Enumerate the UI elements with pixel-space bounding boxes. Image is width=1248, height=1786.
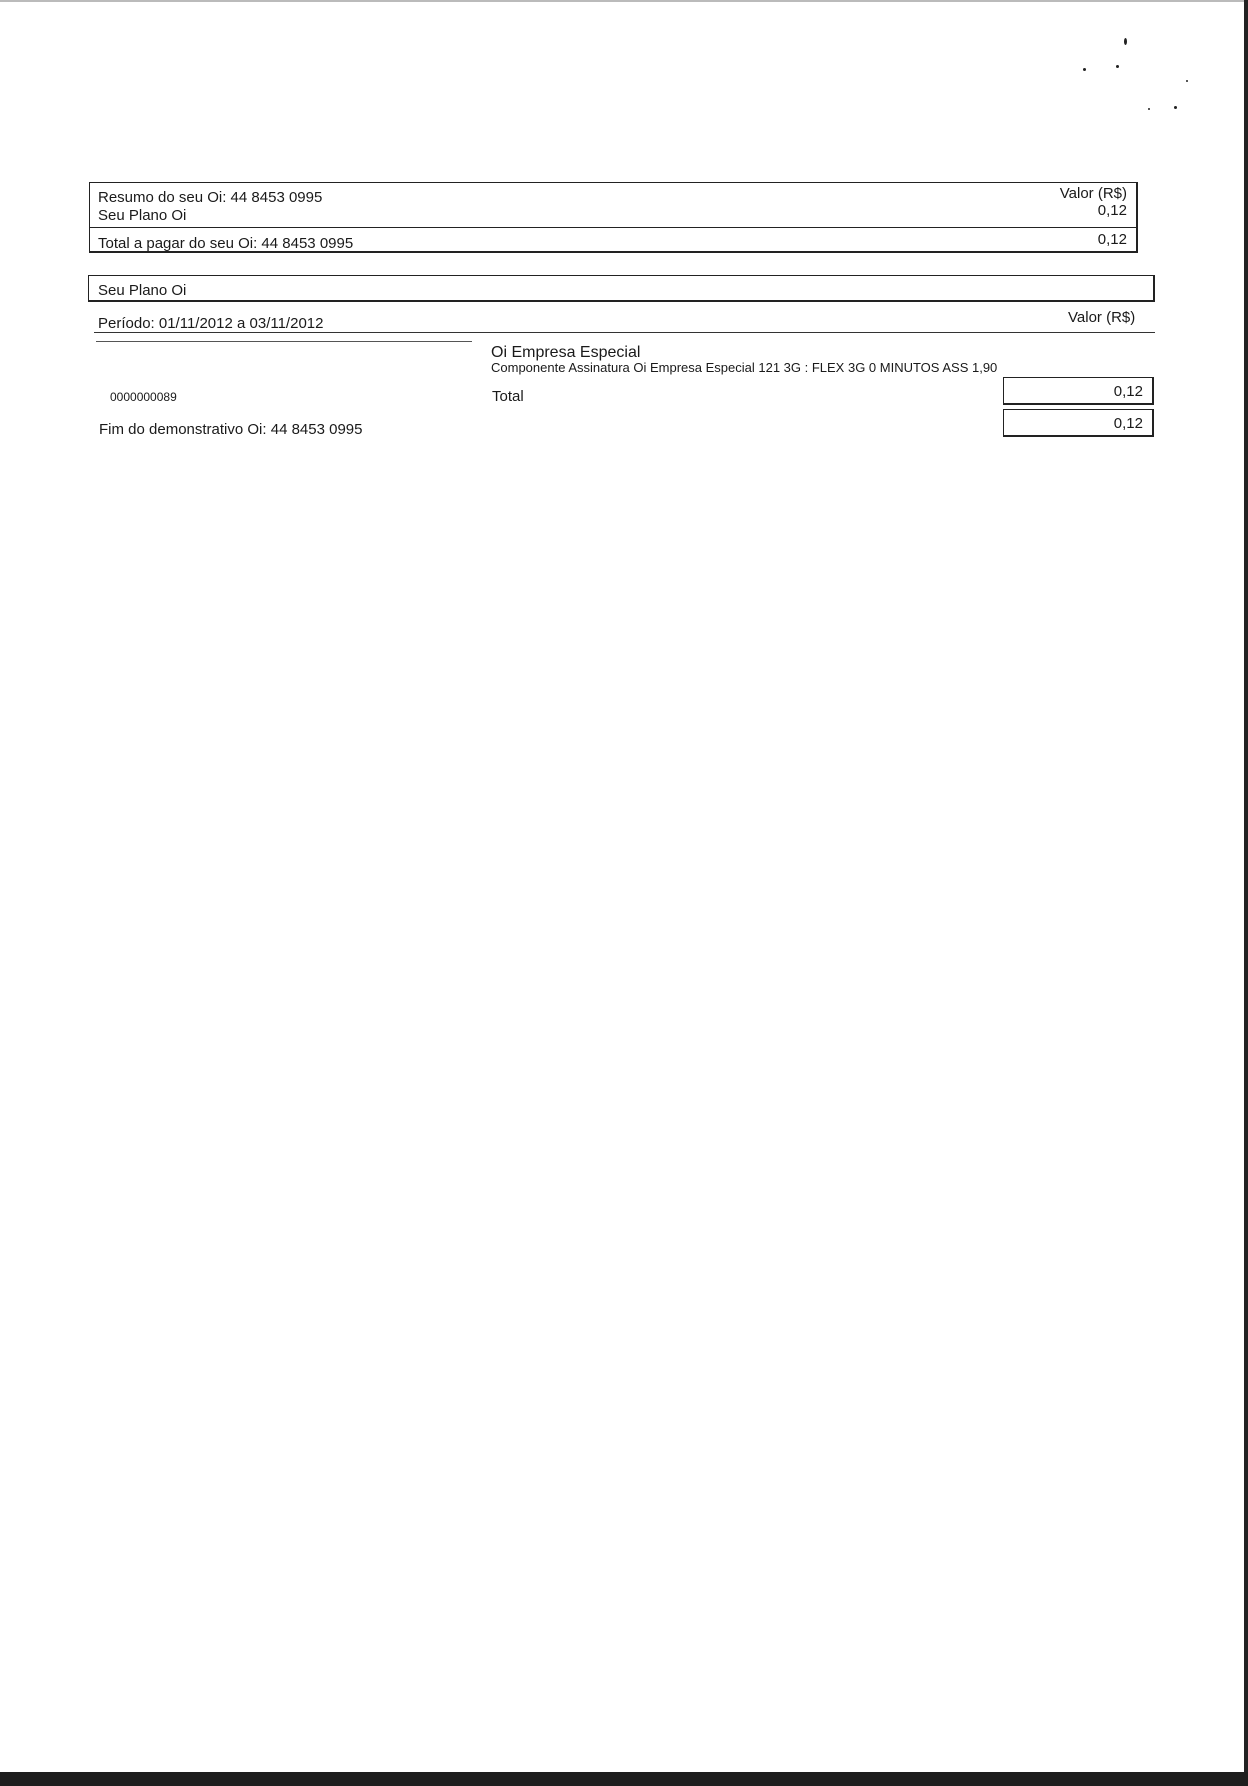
plan-total-value-box <box>1003 377 1154 405</box>
detail-rule <box>96 341 472 342</box>
plan-total-value: 0,12 <box>1113 383 1143 400</box>
summary-divider <box>90 227 1136 228</box>
statement-end-value-box <box>1003 409 1154 437</box>
plan-component-line: Componente Assinatura Oi Empresa Especial 121 3G : FLEX 3G 0 MINUTOS ASS 1,90 <box>491 360 998 375</box>
summary-plan-label: Seu Plano Oi <box>98 207 187 224</box>
period-label: Período: 01/11/2012 a 03/11/2012 <box>98 315 324 332</box>
plan-section-title: Seu Plano Oi <box>98 282 187 299</box>
scan-speck <box>1186 80 1188 82</box>
plan-section-header <box>88 275 1155 302</box>
scan-speck <box>1083 68 1086 71</box>
statement-end-value: 0,12 <box>1113 415 1143 432</box>
reference-code: 0000000089 <box>110 390 177 404</box>
scan-speck <box>1174 106 1177 109</box>
plan-total-label: Total <box>492 388 524 405</box>
scan-right-edge <box>1244 0 1248 1786</box>
scan-speck <box>1148 108 1150 110</box>
summary-valor-header: Valor (R$) <box>1059 185 1127 202</box>
scan-speck <box>1124 38 1127 45</box>
statement-end-label: Fim do demonstrativo Oi: 44 8453 0995 <box>99 421 363 438</box>
scan-bottom-edge <box>0 1772 1248 1786</box>
period-rule <box>94 332 1155 333</box>
summary-plan-value: 0,12 <box>1097 202 1127 219</box>
plan-name: Oi Empresa Especial <box>491 344 641 361</box>
summary-total-value: 0,12 <box>1097 231 1127 248</box>
summary-title: Resumo do seu Oi: 44 8453 0995 <box>98 189 323 206</box>
summary-total-label: Total a pagar do seu Oi: 44 8453 0995 <box>98 235 354 252</box>
scan-speck <box>1116 65 1119 68</box>
period-valor-header: Valor (R$) <box>1068 309 1136 326</box>
scan-top-edge <box>0 0 1248 2</box>
account-summary-box <box>89 182 1138 253</box>
